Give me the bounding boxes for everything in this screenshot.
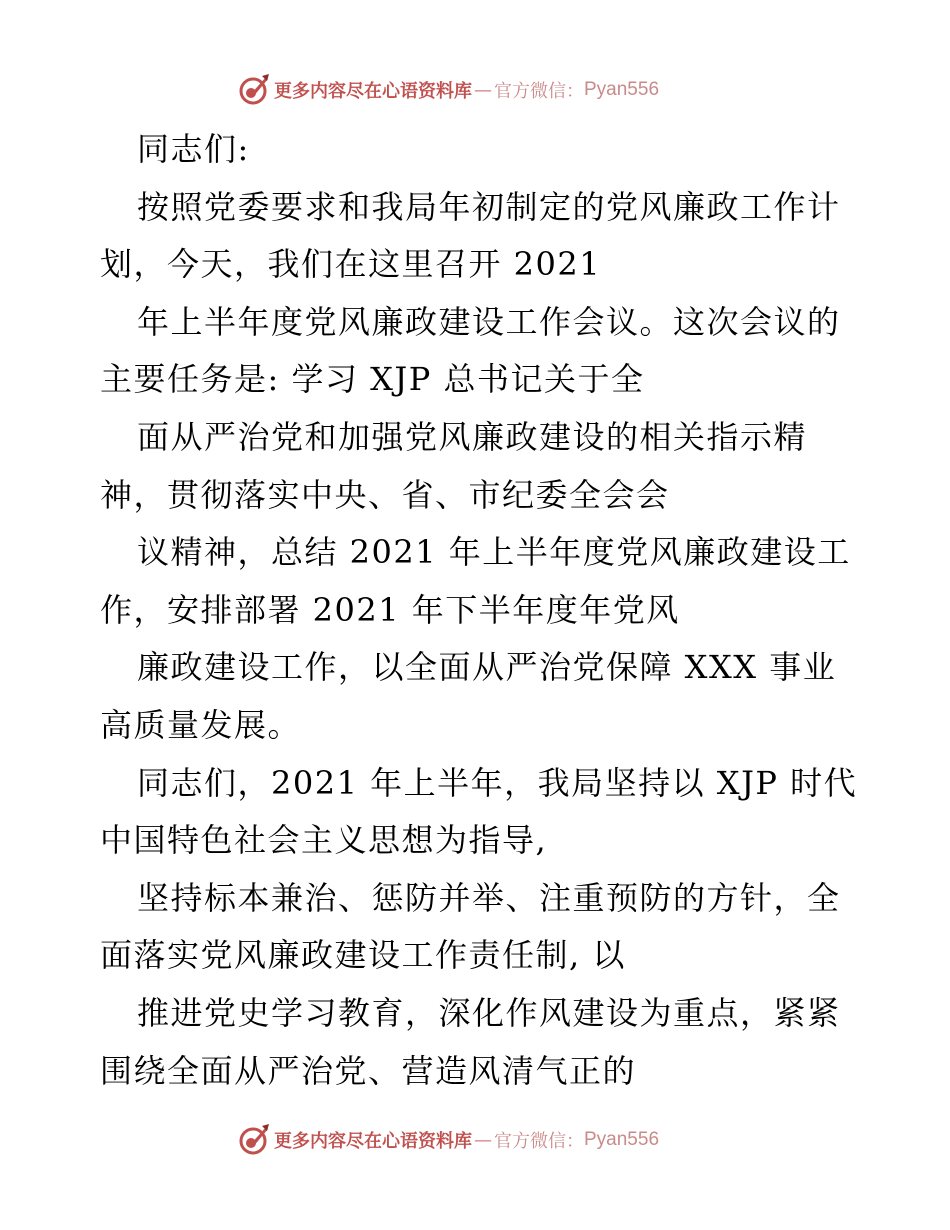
body-line: 面落实党风廉政建设工作责任制, 以 — [100, 936, 626, 975]
body-line: 围绕全面从严治党、营造风清气正的 — [100, 1051, 637, 1090]
body-line: 同志们: — [137, 130, 250, 168]
document-body — [100, 121, 860, 1100]
body-line: 年上半年度党风廉政建设工作会议。这次会议的 — [137, 302, 841, 341]
body-line: 中国特色社会主义思想为指导, — [100, 821, 548, 860]
body-line: 面从严治党和加强党风廉政建设的相关指示精 — [137, 417, 808, 456]
body-line: 高质量发展。 — [100, 705, 302, 744]
body-line: 主要任务是: 学习 XJP 总书记关于全 — [100, 360, 645, 399]
body-line: 作，安排部署 2021 年下半年度年党风 — [100, 590, 680, 629]
promo-text: 更多内容尽在心语资料库 — [274, 81, 472, 102]
body-line: 议精神，总结 2021 年上半年度党风廉政建设工 — [137, 533, 851, 572]
separator-dash: — — [474, 79, 492, 101]
body-line: 廉政建设工作，以全面从严治党保障 XXX 事业 — [137, 648, 837, 687]
quill-pen-logo-icon — [236, 1123, 270, 1157]
separator-dash: — — [474, 1129, 492, 1151]
official-wechat-label: 官方微信： — [494, 81, 584, 102]
official-wechat-label: 官方微信： — [494, 1131, 584, 1152]
body-line: 推进党史学习教育，深化作风建设为重点，紧紧 — [137, 993, 841, 1032]
body-line: 按照党委要求和我局年初制定的党风廉政工作计 — [137, 187, 841, 226]
body-line: 同志们，2021 年上半年，我局坚持以 XJP 时代 — [137, 763, 858, 802]
body-line: 划，今天，我们在这里召开 2021 — [100, 245, 602, 284]
wechat-account: Pyan556 — [584, 1129, 660, 1150]
quill-pen-logo-icon — [236, 73, 270, 107]
footer-banner — [236, 1122, 659, 1158]
body-line: 神，贯彻落实中央、省、市纪委全会会 — [100, 475, 670, 514]
promo-text: 更多内容尽在心语资料库 — [274, 1131, 472, 1152]
header-banner — [236, 72, 659, 108]
wechat-account: Pyan556 — [584, 79, 660, 100]
body-line: 坚持标本兼治、惩防并举、注重预防的方针，全 — [137, 878, 841, 917]
